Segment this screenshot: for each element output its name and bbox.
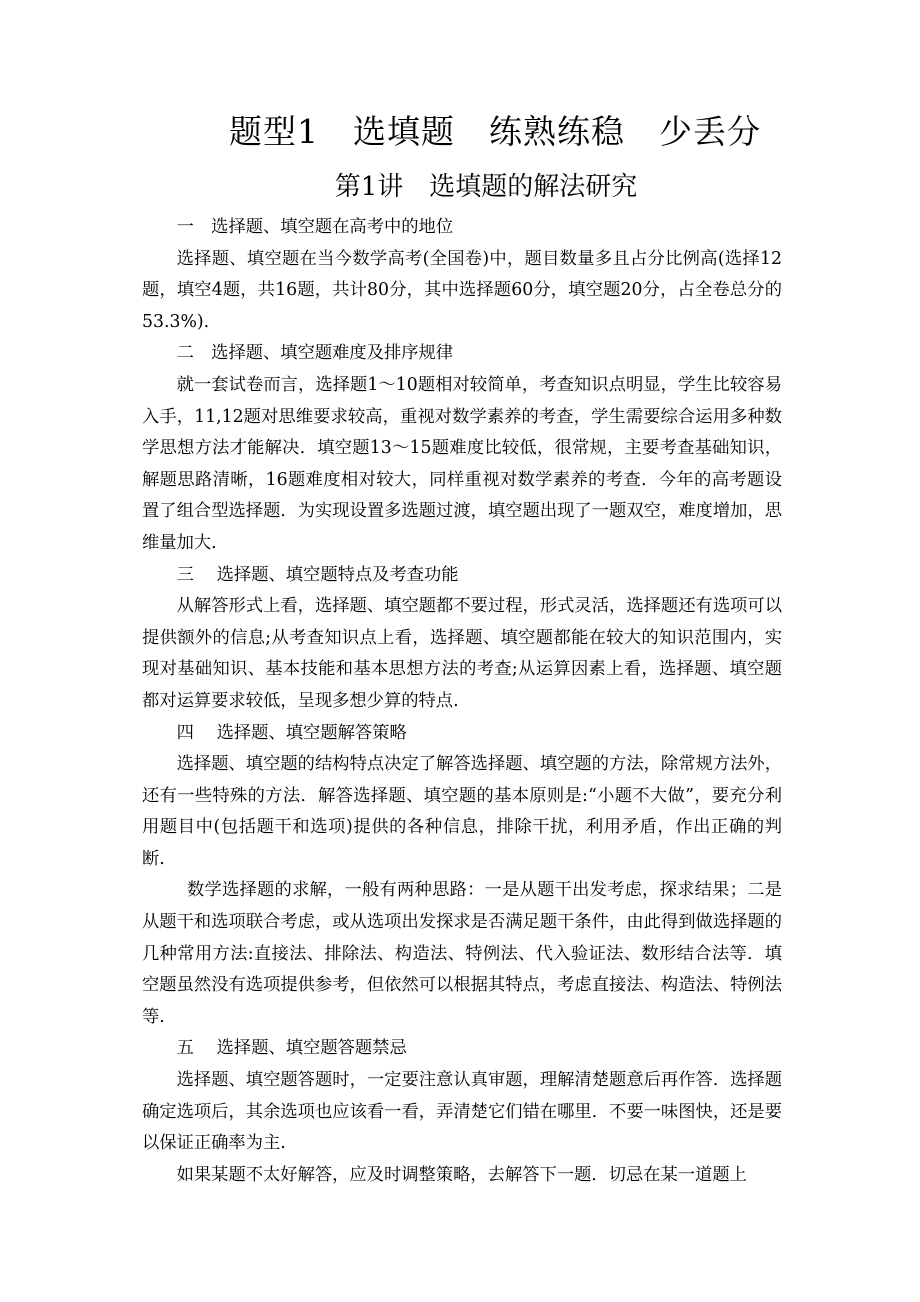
document-body bbox=[142, 212, 782, 1191]
paragraph: 选择题、填空题答题时，一定要注意认真审题，理解清楚题意后再作答．选择题确定选项后，其余选项也应该看一看，弄清楚它们错在哪里．不要一味图快，还是要以保证正确率为主. bbox=[142, 1070, 782, 1154]
paragraph: 选择题、填空题在当今数学高考(全国卷)中，题目数量多且占分比例高(选择12题，填空4题，共16题，共计80分，其中选择题60分，填空题20分，占全卷总分的53.3%). bbox=[142, 248, 782, 332]
lecture-title: 第1讲 选填题的解法研究 bbox=[334, 172, 638, 202]
section-heading-1: 一 选择题、填空题在高考中的地位 bbox=[176, 217, 454, 237]
paragraph: 数学选择题的求解，一般有两种思路：一是从题干出发考虑，探求结果；二是从题干和选项联合考虑，或从选项出发探求是否满足题干条件，由此得到做选择题的几种常用方法:直接法、排除法、构造法、特例法、代入验证法、数形结合法等．填空题虽然没有选项提供参考，但依然可以根据其特点，考虑直接法、构造法、特例法等. bbox=[142, 880, 782, 1027]
paragraph: 从解答形式上看，选择题、填空题都不要过程，形式灵活，选择题还有选项可以提供额外的信息;从考查知识点上看，选择题、填空题都能在较大的知识范围内，实现对基础知识、基本技能和基本思想方法的考查;从运算因素上看，选择题、填空题都对运算要求较低，呈现多想少算的特点. bbox=[142, 596, 782, 711]
section-heading-3: 三 选择题、填空题特点及考查功能 bbox=[176, 564, 459, 585]
paragraph: 就一套试卷而言，选择题1～10题相对较简单，考查知识点明显，学生比较容易入手，11,12题对思维要求较高，重视对数学素养的考查，学生需要综合运用多种数学思想方法才能解决．填空题13～15题难度比较低，很常规，主要考查基础知识，解题思路清晰，16题难度相对较大，同样重视对数学素养的考查．今年的高考题设置了组合型选择题．为实现设置多选题过渡，填空题出现了一题双空，难度增加，思维量加大. bbox=[142, 374, 782, 553]
paragraph: 选择题、填空题的结构特点决定了解答选择题、填空题的方法，除常规方法外，还有一些特殊的方法．解答选择题、填空题的基本原则是:“小题不大做”，要充分利用题目中(包括题干和选项)提供的各种信息，排除干扰，利用矛盾，作出正确的判断. bbox=[142, 754, 782, 869]
section-heading-4: 四 选择题、填空题解答策略 bbox=[176, 722, 407, 743]
section-heading-2: 二 选择题、填空题难度及排序规律 bbox=[176, 343, 454, 364]
paragraph: 如果某题不太好解答，应及时调整策略，去解答下一题．切忌在某一道题上 bbox=[176, 1164, 747, 1185]
page-title: 题型1 选填题 练熟练稳 少丢分 bbox=[229, 112, 761, 151]
section-heading-5: 五 选择题、填空题答题禁忌 bbox=[176, 1038, 407, 1059]
